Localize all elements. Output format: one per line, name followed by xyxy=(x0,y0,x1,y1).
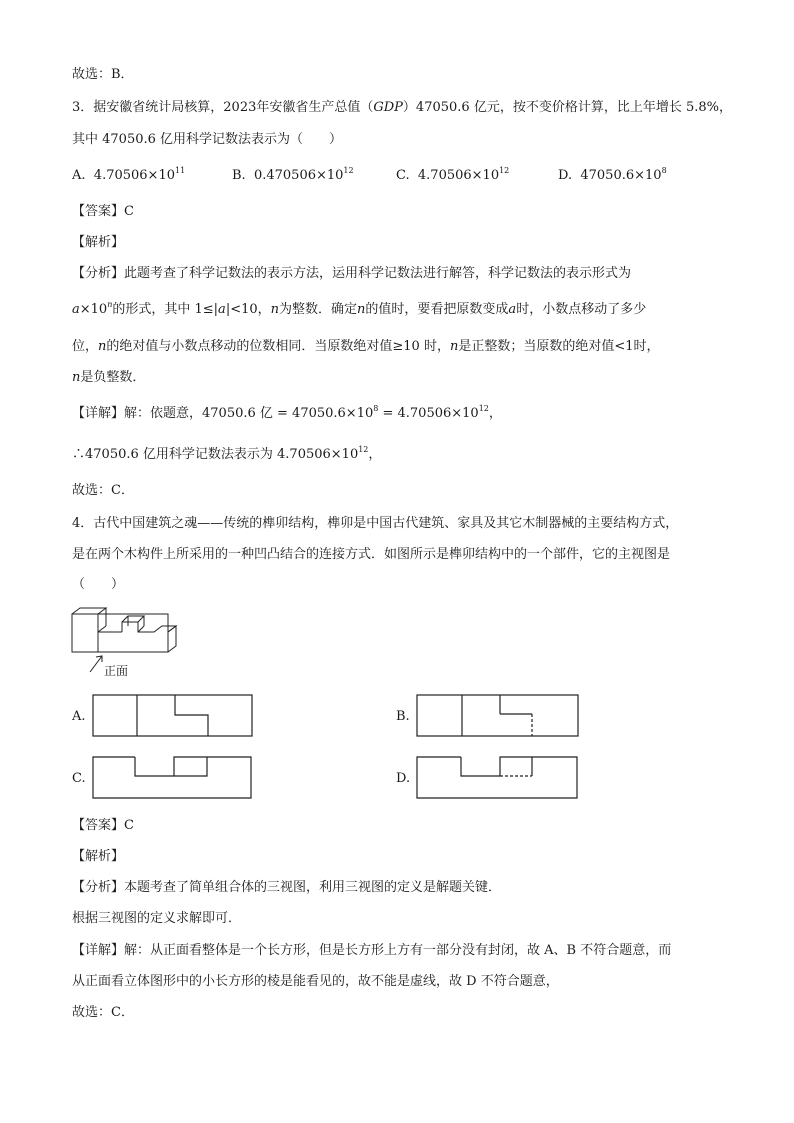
q4-analysis-line1: 【分析】本题考查了简单组合体的三视图，利用三视图的定义是解题关键． xyxy=(72,880,502,895)
q4-jiexi: 【解析】 xyxy=(72,849,125,864)
q4-stem-line3: （ ） xyxy=(72,577,125,592)
q3-option-b: B. $0.470506\times 10^{12}$ xyxy=(232,166,354,183)
q3-analysis-line4: n是负整数． xyxy=(72,370,146,385)
q2-conclusion: 故选：B． xyxy=(72,67,134,82)
q4-option-a-letter: A. xyxy=(72,709,86,724)
q4-detail-line2: 从正面看立体图形中的小长方形的棱是能看见的，故不能是虚线，故 D 不符合题意， xyxy=(72,974,559,989)
q4-option-b-letter: B. xyxy=(396,709,410,724)
q3-analysis-line1: 【分析】此题考查了科学记数法的表示方法，运用科学记数法进行解答，科学记数法的表示形式为 xyxy=(72,266,632,281)
q3-answer: 【答案】C xyxy=(72,204,134,219)
q3-detail-line1: 【详解】解：依题意，47050.6 亿 = $47050.6\times 10^8 = 4.70506\times 10^{12}$， xyxy=(72,404,502,421)
q4-option-d-view xyxy=(416,756,580,800)
q4-option-c-view xyxy=(92,756,254,800)
q4-analysis-line2: 根据三视图的定义求解即可． xyxy=(72,911,242,926)
q3-analysis-line2: $a\times 10^n$的形式，其中 1≤|a|<10，n为整数．确定n的值时，要看把原数变成a时，小数点移动了多少 xyxy=(72,300,647,317)
q3-stem-line2: 其中 47050.6 亿用科学记数法表示为（ ） xyxy=(72,132,343,147)
q4-conclusion: 故选：C． xyxy=(72,1005,134,1020)
q3-conclusion: 故选：C． xyxy=(72,483,134,498)
q4-option-b-view xyxy=(416,694,580,738)
q4-option-a-view xyxy=(92,694,254,738)
q4-stem-line1: 4．古代中国建筑之魂——传统的榫卯结构，榫卯是中国古代建筑、家具及其它木制器械的主要结构方式， xyxy=(72,516,679,531)
q4-stem-line2: 是在两个木构件上所采用的一种凹凸结合的连接方式．如图所示是榫卯结构中的一个部件，它的主视图是 xyxy=(72,547,671,562)
q3-jiexi: 【解析】 xyxy=(72,235,125,250)
q3-stem-line1: 3．据安徽省统计局核算，2023年安徽省生产总值（GDP）47050.6 亿元，按不变价格计算，比上年增长 5.8%， xyxy=(72,100,732,115)
q4-answer: 【答案】C xyxy=(72,818,134,833)
q4-option-c-letter: C. xyxy=(72,771,86,786)
q3-detail-line2: ∴47050.6 亿用科学记数法表示为 $4.70506\times 10^{12}$， xyxy=(72,445,382,462)
front-label: 正面 xyxy=(104,664,129,678)
q3-analysis-line3: 位，n的绝对值与小数点移动的位数相同．当原数绝对值≥10 时，n是正整数；当原数的绝对值<1时， xyxy=(72,339,660,354)
q3-option-a: A. $4.70506\times 10^{11}$ xyxy=(72,166,186,183)
q3-option-c: C. $4.70506\times 10^{12}$ xyxy=(396,166,510,183)
q4-detail-line1: 【详解】解：从正面看整体是一个长方形，但是长方形上方有一部分没有封闭，故 A、B 不符合题意，而 xyxy=(72,943,672,958)
q4-option-d-letter: D. xyxy=(396,771,411,786)
q3-option-d: D. $47050.6\times 10^8$ xyxy=(558,166,667,183)
